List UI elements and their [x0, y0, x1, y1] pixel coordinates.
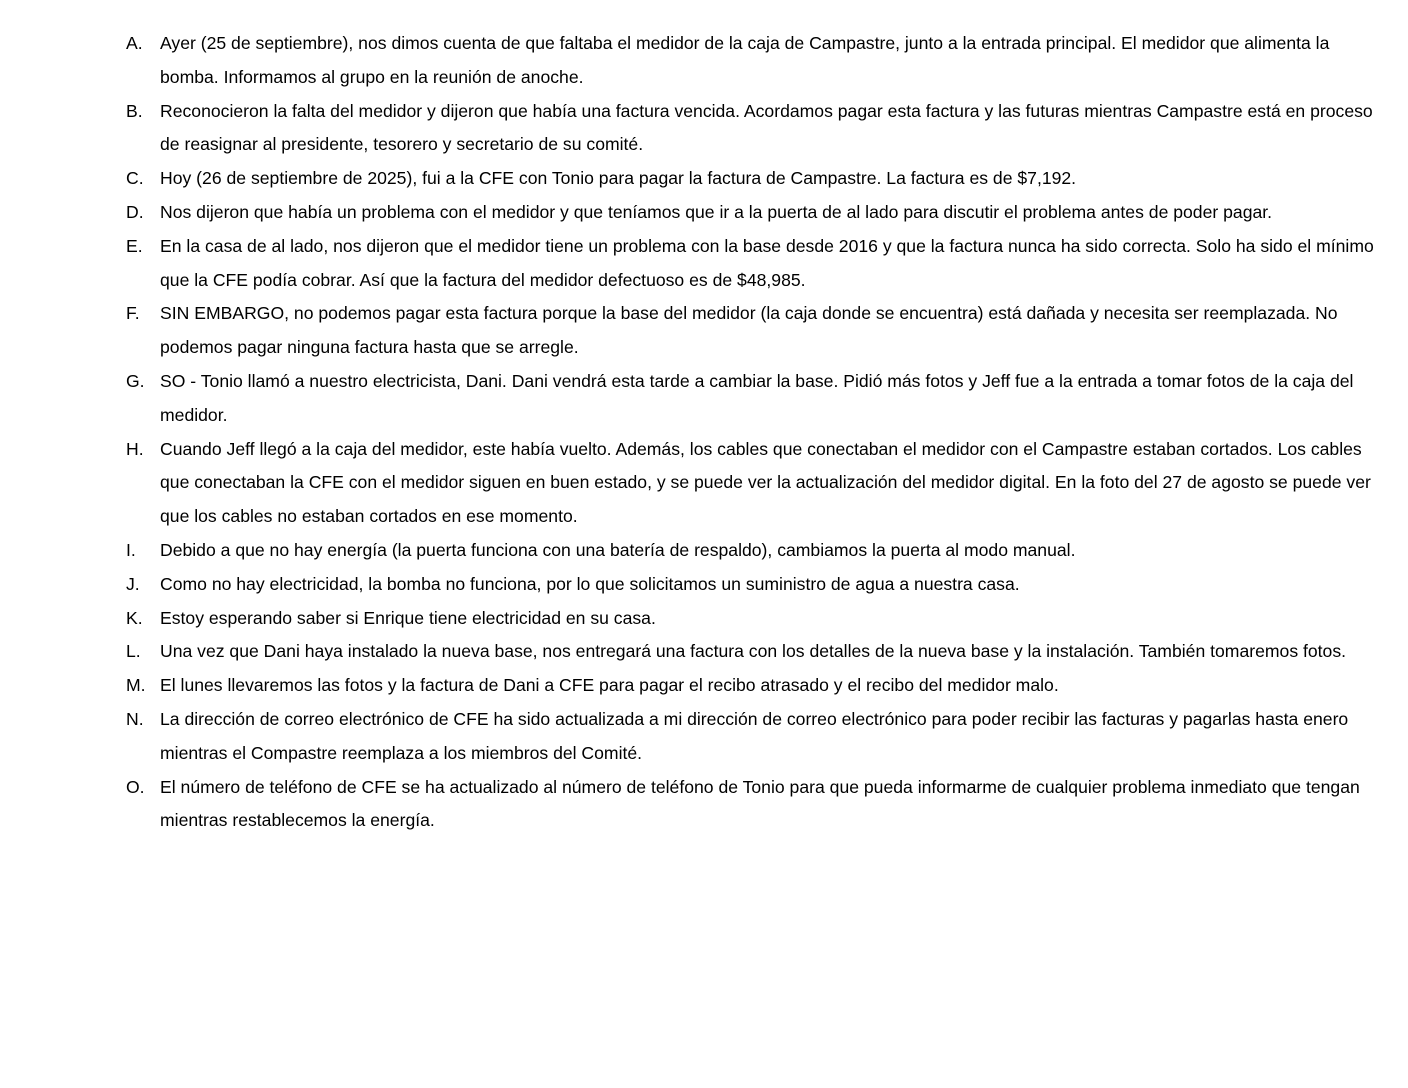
list-item-text: En la casa de al lado, nos dijeron que el medidor tiene un problema con la base desde 2016 y que la factura nunca ha sido correcta. Solo ha sido el mínimo que la CFE podía cobrar. Así que la factura del medidor defectuoso es de $48,985. — [160, 235, 1374, 290]
list-item-text: Reconocieron la falta del medidor y dijeron que había una factura vencida. Acordamos pagar esta factura y las futuras mientras Campastre está en proceso de reasignar al presidente, tesorero y secretario de su comité. — [160, 100, 1373, 155]
list-marker: E. — [126, 235, 143, 256]
list-item-text: La dirección de correo electrónico de CFE ha sido actualizada a mi dirección de correo electrónico para poder recibir las facturas y pagarlas hasta enero mientras el Compastre reemplaza a los miembros del Comité. — [160, 708, 1349, 763]
list-item-text: El número de teléfono de CFE se ha actualizado al número de teléfono de Tonio para que pueda informarme de cualquier problema inmediato que tengan mientras restablecemos la energía. — [160, 776, 1360, 831]
list-item — [126, 602, 1378, 636]
list-item — [126, 365, 1378, 433]
list-item-text: Una vez que Dani haya instalado la nueva base, nos entregará una factura con los detalles de la nueva base y la instalación. También tomaremos fotos. — [160, 641, 1347, 662]
list-item — [126, 568, 1378, 602]
list-marker: M. — [126, 675, 146, 696]
list-marker: N. — [126, 708, 144, 729]
list-item — [126, 230, 1378, 298]
list-marker: C. — [126, 168, 144, 189]
list-item-text: Nos dijeron que había un problema con el medidor y que teníamos que ir a la puerta de al lado para discutir el problema antes de poder pagar. — [160, 201, 1273, 222]
list-item — [126, 771, 1378, 839]
list-item-text: Como no hay electricidad, la bomba no funciona, por lo que solicitamos un suministro de agua a nuestra casa. — [160, 573, 1020, 594]
list-item-text: SIN EMBARGO, no podemos pagar esta factura porque la base del medidor (la caja donde se encuentra) está dañada y necesita ser reemplazada. No podemos pagar ninguna factura hasta que se arregle. — [160, 303, 1338, 358]
document-body — [126, 27, 1378, 838]
list-item — [126, 95, 1378, 163]
list-marker: K. — [126, 607, 143, 628]
list-item-text: Ayer (25 de septiembre), nos dimos cuenta de que faltaba el medidor de la caja de Campastre, junto a la entrada principal. El medidor que alimenta la bomba. Informamos al grupo en la reunión de anoche. — [160, 33, 1330, 87]
list-marker: L. — [126, 641, 141, 662]
lettered-list — [126, 27, 1378, 838]
list-marker: G. — [126, 370, 145, 391]
list-marker: I. — [126, 539, 136, 560]
list-item-text: Debido a que no hay energía (la puerta funciona con una batería de respaldo), cambiamos la puerta al modo manual. — [160, 539, 1076, 560]
list-item-text: Cuando Jeff llegó a la caja del medidor, este había vuelto. Además, los cables que conectaban el medidor con el Campastre estaban cortados. Los cables que conectaban la CFE con el medidor siguen en buen estado, y se puede ver la actualización del medidor digital. En la foto del 27 de agosto se puede ver que los cables no estaban cortados en ese momento. — [160, 438, 1371, 527]
list-marker: H. — [126, 438, 144, 459]
list-marker: D. — [126, 201, 144, 222]
list-item — [126, 669, 1378, 703]
list-marker: F. — [126, 303, 140, 324]
list-item — [126, 433, 1378, 534]
list-marker: B. — [126, 100, 143, 121]
list-item-text: Estoy esperando saber si Enrique tiene electricidad en su casa. — [160, 607, 656, 628]
list-item-text: El lunes llevaremos las fotos y la factura de Dani a CFE para pagar el recibo atrasado y el recibo del medidor malo. — [160, 675, 1059, 696]
list-item-text: SO - Tonio llamó a nuestro electricista, Dani. Dani vendrá esta tarde a cambiar la base. Pidió más fotos y Jeff fue a la entrada a tomar fotos de la caja del medidor. — [160, 370, 1354, 425]
list-item — [126, 297, 1378, 365]
list-item — [126, 534, 1378, 568]
list-marker: J. — [126, 573, 140, 594]
list-marker: A. — [126, 33, 143, 53]
list-item — [126, 635, 1378, 669]
list-item — [126, 27, 1378, 95]
list-item — [126, 703, 1378, 771]
list-item-text: Hoy (26 de septiembre de 2025), fui a la CFE con Tonio para pagar la factura de Campastre. La factura es de $7,192. — [160, 168, 1077, 189]
list-item — [126, 196, 1378, 230]
list-marker: O. — [126, 776, 145, 797]
list-item — [126, 162, 1378, 196]
